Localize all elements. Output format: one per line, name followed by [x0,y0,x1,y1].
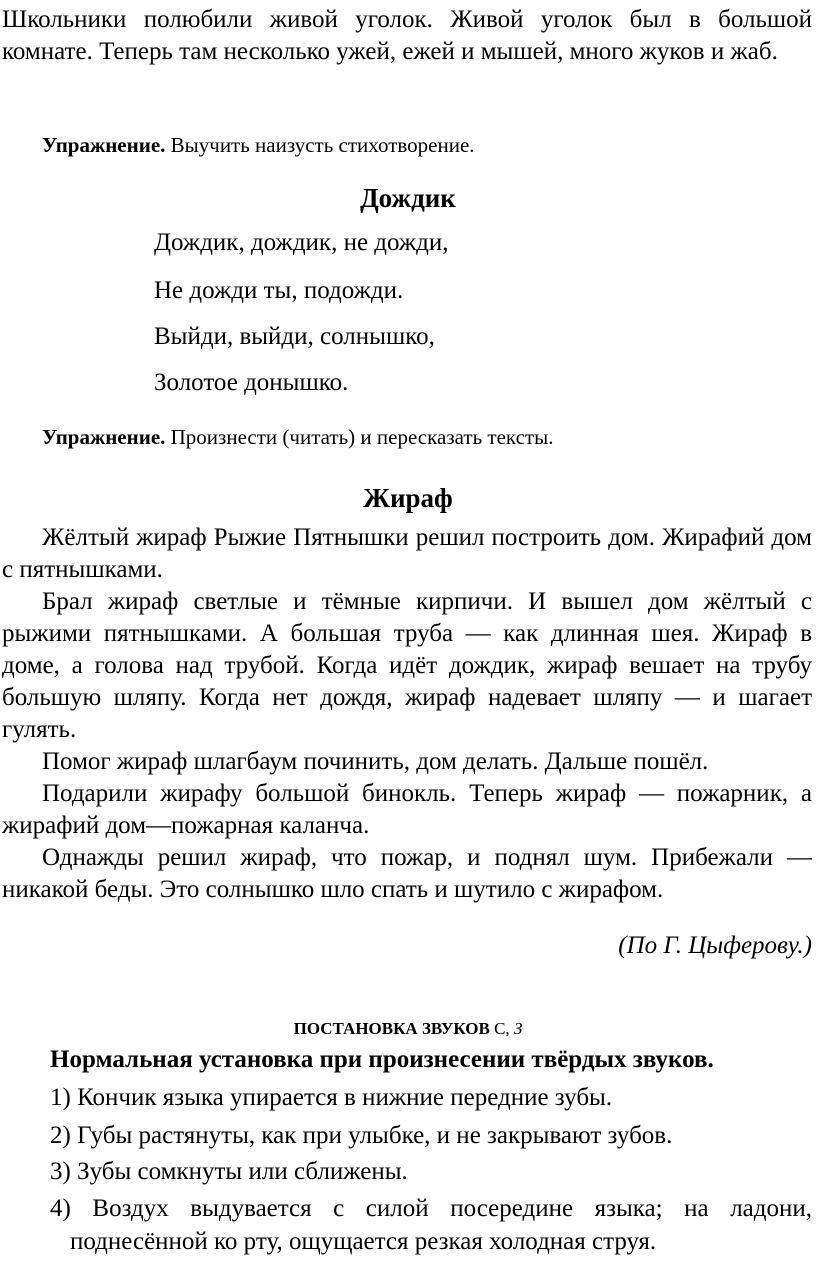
sounds-heading-number: З [509,1019,523,1038]
sound-item-4 [50,1192,812,1258]
story-paragraph-2: Брал жираф светлые и тёмные кирпичи. И вышел дом жёлтый с рыжими пятнышками. А большая труба — как длинная шея. Жираф в доме, а голова над трубой. Когда идёт дождик, жираф вешает на трубу большую шляпу. Когда нет дождя, жираф надевает шляпу — и шагает гулять. [2,588,812,743]
story-body [2,522,812,906]
story-paragraph-3: Помог жираф шлагбаум починить, дом делать. Дальше пошёл. [42,748,709,775]
sound-item-2: 2) Губы растянуты, как при улыбке, и не закрывают зубов. [50,1122,673,1149]
story-paragraph-4: Подарили жирафу большой бинокль. Теперь жираф — пожарник, а жирафий дом—пожарная каланча. [2,780,812,839]
exercise-1 [42,132,475,158]
sound-item-3: 3) Зубы сомкнуты или сближены. [50,1158,408,1185]
exercise-2-label: Упражнение. [42,425,166,449]
poem-title: Дождик [360,183,456,213]
sounds-heading [0,1018,816,1040]
story-paragraph-5: Однажды решил жираф, что пожар, и поднял шум. Прибежали — никакой беды. Это солнышко шло спать и шутило с жирафом. [2,844,812,903]
sound-item-4-line-2: поднесённой ко рту, ощущается резкая холодная струя. [70,1228,657,1255]
story-author: (По Г. Цыферову.) [618,932,812,959]
intro-paragraph: Школьники полюбили живой уголок. Живой уголок был в большой комнате. Теперь там несколько ужей, ежей и мышей, много жуков и жаб. [2,6,812,65]
story-paragraph-1: Жёлтый жираф Рыжие Пятнышки решил построить дом. Жирафий дом с пятнышками. [2,524,812,583]
normal-setting-heading: Нормальная установка при произнесении твёрдых звуков. [50,1046,714,1073]
poem-line-4: Золотое донышко. [154,369,349,396]
sound-item-4-line-1: 4) Воздух выдувается с силой посередине языка; на ладони, [50,1195,812,1222]
sounds-heading-letters: С, [489,1019,510,1038]
sound-item-1: 1) Кончик языка упирается в нижние передние зубы. [50,1084,613,1111]
exercise-1-label: Упражнение. [42,133,166,157]
poem-line-3: Выйди, выйди, солнышко, [154,323,435,350]
sounds-heading-title: ПОСТАНОВКА ЗВУКОВ [293,1019,490,1038]
exercise-1-text: Выучить наизусть стихотворение. [165,133,475,157]
poem-line-1: Дождик, дождик, не дожди, [154,229,449,256]
exercise-2-text: Произнести (читать) и пересказать тексты. [165,425,554,449]
poem-line-2: Не дожди ты, подожди. [154,277,404,304]
story-title: Жираф [363,483,453,513]
exercise-2 [42,424,553,450]
